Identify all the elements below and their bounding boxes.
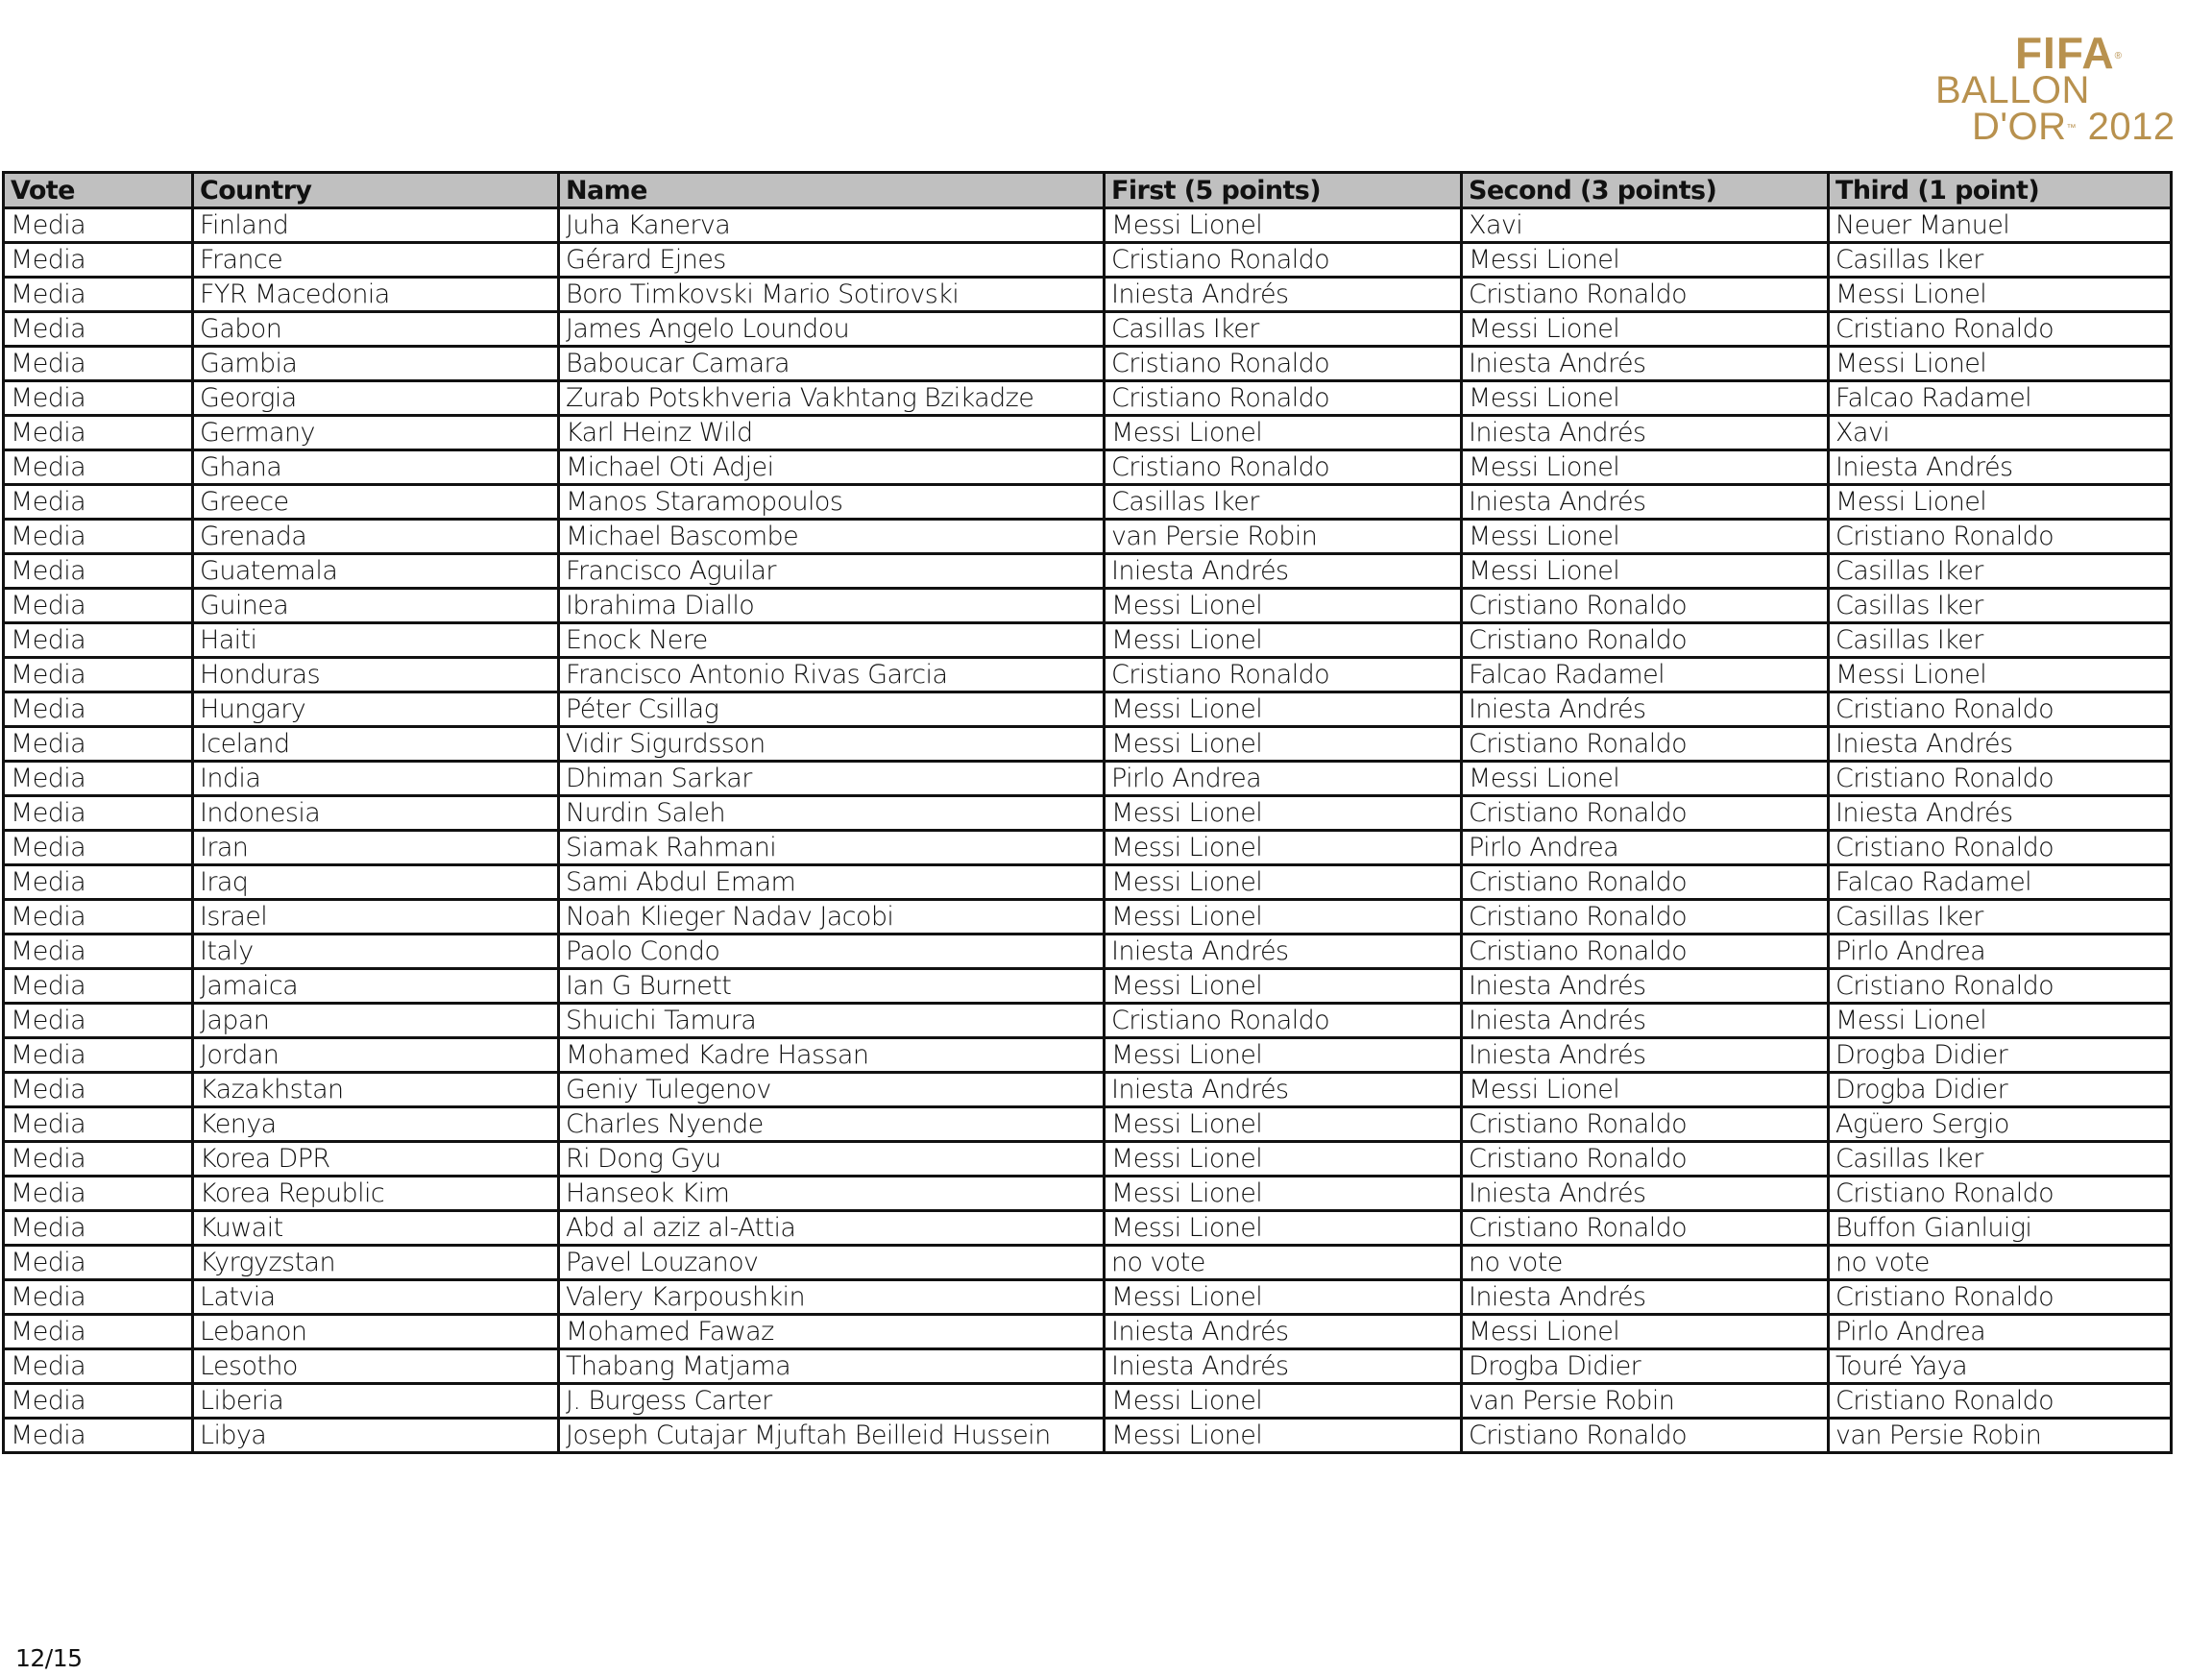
table-row: [4, 692, 2172, 727]
cell-second: Messi Lionel: [1462, 554, 1829, 589]
cell-name: Geniy Tulegenov: [559, 1073, 1105, 1107]
cell-name: Charles Nyende: [559, 1107, 1105, 1142]
cell-second: Iniesta Andrés: [1462, 1177, 1829, 1211]
cell-vote: Media: [4, 900, 193, 935]
cell-name: Ri Dong Gyu: [559, 1142, 1105, 1177]
cell-country: India: [193, 762, 559, 796]
cell-vote: Media: [4, 727, 193, 762]
cell-first: Messi Lionel: [1105, 589, 1462, 623]
cell-vote: Media: [4, 347, 193, 381]
cell-vote: Media: [4, 1419, 193, 1453]
cell-country: France: [193, 243, 559, 278]
table-row: [4, 623, 2172, 658]
cell-country: Italy: [193, 935, 559, 969]
cell-name: Michael Oti Adjei: [559, 450, 1105, 485]
cell-second: Iniesta Andrés: [1462, 416, 1829, 450]
cell-third: Agüero Sergio: [1829, 1107, 2172, 1142]
cell-third: Messi Lionel: [1829, 278, 2172, 312]
cell-first: Casillas Iker: [1105, 485, 1462, 520]
cell-name: Sami Abdul Emam: [559, 865, 1105, 900]
cell-third: Xavi: [1829, 416, 2172, 450]
table-row: [4, 1419, 2172, 1453]
cell-vote: Media: [4, 381, 193, 416]
cell-third: Falcao Radamel: [1829, 865, 2172, 900]
cell-second: Iniesta Andrés: [1462, 1280, 1829, 1315]
cell-third: Messi Lionel: [1829, 485, 2172, 520]
cell-vote: Media: [4, 692, 193, 727]
table-row: [4, 865, 2172, 900]
table-header-row: [4, 173, 2172, 208]
cell-country: Iceland: [193, 727, 559, 762]
cell-name: Ian G Burnett: [559, 969, 1105, 1004]
cell-second: Iniesta Andrés: [1462, 485, 1829, 520]
cell-second: Messi Lionel: [1462, 312, 1829, 347]
cell-third: Cristiano Ronaldo: [1829, 520, 2172, 554]
cell-vote: Media: [4, 312, 193, 347]
cell-third: Casillas Iker: [1829, 589, 2172, 623]
cell-name: Hanseok Kim: [559, 1177, 1105, 1211]
cell-second: Cristiano Ronaldo: [1462, 1211, 1829, 1246]
page-number: 12/15: [15, 1644, 83, 1672]
cell-name: J. Burgess Carter: [559, 1384, 1105, 1419]
cell-second: Messi Lionel: [1462, 243, 1829, 278]
cell-vote: Media: [4, 1073, 193, 1107]
table-body: [4, 208, 2172, 1453]
table-row: [4, 243, 2172, 278]
table-row: [4, 1142, 2172, 1177]
cell-first: Messi Lionel: [1105, 692, 1462, 727]
cell-third: Touré Yaya: [1829, 1349, 2172, 1384]
cell-third: Iniesta Andrés: [1829, 450, 2172, 485]
cell-name: Manos Staramopoulos: [559, 485, 1105, 520]
cell-name: Shuichi Tamura: [559, 1004, 1105, 1038]
cell-first: Iniesta Andrés: [1105, 1073, 1462, 1107]
cell-name: Valery Karpoushkin: [559, 1280, 1105, 1315]
cell-second: Messi Lionel: [1462, 450, 1829, 485]
cell-vote: Media: [4, 450, 193, 485]
cell-third: Cristiano Ronaldo: [1829, 312, 2172, 347]
logo-ballon-text: BALLON: [1935, 69, 2090, 111]
cell-name: Zurab Potskhveria Vakhtang Bzikadze: [559, 381, 1105, 416]
cell-country: Ghana: [193, 450, 559, 485]
cell-first: Messi Lionel: [1105, 1419, 1462, 1453]
table-row: [4, 1004, 2172, 1038]
cell-third: Falcao Radamel: [1829, 381, 2172, 416]
table-row: [4, 1384, 2172, 1419]
cell-first: Cristiano Ronaldo: [1105, 658, 1462, 692]
cell-name: Ibrahima Diallo: [559, 589, 1105, 623]
cell-vote: Media: [4, 658, 193, 692]
cell-country: Lesotho: [193, 1349, 559, 1384]
cell-second: Xavi: [1462, 208, 1829, 243]
cell-third: Cristiano Ronaldo: [1829, 692, 2172, 727]
cell-vote: Media: [4, 243, 193, 278]
cell-country: Latvia: [193, 1280, 559, 1315]
cell-third: Messi Lionel: [1829, 347, 2172, 381]
cell-vote: Media: [4, 831, 193, 865]
cell-vote: Media: [4, 1349, 193, 1384]
cell-second: Messi Lionel: [1462, 1315, 1829, 1349]
cell-second: Iniesta Andrés: [1462, 1038, 1829, 1073]
cell-first: Messi Lionel: [1105, 831, 1462, 865]
cell-third: Casillas Iker: [1829, 1142, 2172, 1177]
cell-name: Karl Heinz Wild: [559, 416, 1105, 450]
cell-third: Messi Lionel: [1829, 1004, 2172, 1038]
cell-vote: Media: [4, 1107, 193, 1142]
cell-third: Pirlo Andrea: [1829, 935, 2172, 969]
cell-name: Juha Kanerva: [559, 208, 1105, 243]
table-row: [4, 381, 2172, 416]
cell-country: Kyrgyzstan: [193, 1246, 559, 1280]
cell-name: Nurdin Saleh: [559, 796, 1105, 831]
cell-first: Iniesta Andrés: [1105, 935, 1462, 969]
votes-table: [2, 171, 2173, 1454]
cell-first: Iniesta Andrés: [1105, 1315, 1462, 1349]
cell-vote: Media: [4, 416, 193, 450]
table-row: [4, 1280, 2172, 1315]
table-row: [4, 796, 2172, 831]
cell-country: Israel: [193, 900, 559, 935]
table-row: [4, 416, 2172, 450]
cell-first: Messi Lionel: [1105, 1177, 1462, 1211]
cell-vote: Media: [4, 1384, 193, 1419]
cell-second: Iniesta Andrés: [1462, 347, 1829, 381]
cell-third: Pirlo Andrea: [1829, 1315, 2172, 1349]
cell-country: Guinea: [193, 589, 559, 623]
cell-name: Mohamed Fawaz: [559, 1315, 1105, 1349]
cell-first: Messi Lionel: [1105, 623, 1462, 658]
cell-second: Cristiano Ronaldo: [1462, 1107, 1829, 1142]
cell-country: Greece: [193, 485, 559, 520]
cell-first: Pirlo Andrea: [1105, 762, 1462, 796]
table-row: [4, 1073, 2172, 1107]
cell-third: Cristiano Ronaldo: [1829, 831, 2172, 865]
cell-country: Grenada: [193, 520, 559, 554]
cell-third: Iniesta Andrés: [1829, 796, 2172, 831]
cell-country: Kenya: [193, 1107, 559, 1142]
cell-country: Georgia: [193, 381, 559, 416]
cell-vote: Media: [4, 1177, 193, 1211]
cell-country: Indonesia: [193, 796, 559, 831]
cell-name: Francisco Antonio Rivas Garcia: [559, 658, 1105, 692]
cell-country: Japan: [193, 1004, 559, 1038]
cell-name: Noah Klieger Nadav Jacobi: [559, 900, 1105, 935]
cell-first: Messi Lionel: [1105, 1142, 1462, 1177]
cell-vote: Media: [4, 589, 193, 623]
table-row: [4, 1349, 2172, 1384]
cell-country: Liberia: [193, 1384, 559, 1419]
header-vote: Vote: [4, 173, 193, 208]
cell-country: Korea DPR: [193, 1142, 559, 1177]
cell-first: Cristiano Ronaldo: [1105, 243, 1462, 278]
cell-third: Casillas Iker: [1829, 900, 2172, 935]
cell-country: Iran: [193, 831, 559, 865]
cell-country: Haiti: [193, 623, 559, 658]
cell-second: Pirlo Andrea: [1462, 831, 1829, 865]
table-row: [4, 727, 2172, 762]
cell-second: van Persie Robin: [1462, 1384, 1829, 1419]
cell-third: Cristiano Ronaldo: [1829, 1384, 2172, 1419]
cell-third: Casillas Iker: [1829, 243, 2172, 278]
table-row: [4, 520, 2172, 554]
cell-country: Guatemala: [193, 554, 559, 589]
cell-first: Messi Lionel: [1105, 1280, 1462, 1315]
table-row: [4, 658, 2172, 692]
cell-name: Joseph Cutajar Mjuftah Beilleid Hussein: [559, 1419, 1105, 1453]
cell-second: Messi Lionel: [1462, 762, 1829, 796]
cell-vote: Media: [4, 1280, 193, 1315]
table-row: [4, 450, 2172, 485]
cell-first: Messi Lionel: [1105, 796, 1462, 831]
cell-second: Cristiano Ronaldo: [1462, 727, 1829, 762]
cell-country: FYR Macedonia: [193, 278, 559, 312]
cell-first: Messi Lionel: [1105, 1107, 1462, 1142]
cell-country: Germany: [193, 416, 559, 450]
cell-country: Gabon: [193, 312, 559, 347]
cell-name: Siamak Rahmani: [559, 831, 1105, 865]
cell-third: Buffon Gianluigi: [1829, 1211, 2172, 1246]
cell-name: Boro Timkovski Mario Sotirovski: [559, 278, 1105, 312]
cell-first: Cristiano Ronaldo: [1105, 347, 1462, 381]
cell-vote: Media: [4, 1315, 193, 1349]
table-row: [4, 278, 2172, 312]
cell-first: Casillas Iker: [1105, 312, 1462, 347]
cell-second: Cristiano Ronaldo: [1462, 935, 1829, 969]
cell-first: Messi Lionel: [1105, 865, 1462, 900]
cell-first: Messi Lionel: [1105, 1211, 1462, 1246]
cell-country: Lebanon: [193, 1315, 559, 1349]
cell-country: Iraq: [193, 865, 559, 900]
table-row: [4, 1177, 2172, 1211]
cell-vote: Media: [4, 935, 193, 969]
cell-second: Messi Lionel: [1462, 381, 1829, 416]
cell-name: Enock Nere: [559, 623, 1105, 658]
cell-third: Messi Lionel: [1829, 658, 2172, 692]
cell-second: Cristiano Ronaldo: [1462, 1419, 1829, 1453]
cell-name: Baboucar Camara: [559, 347, 1105, 381]
header-country: Country: [193, 173, 559, 208]
cell-first: no vote: [1105, 1246, 1462, 1280]
cell-second: Iniesta Andrés: [1462, 1004, 1829, 1038]
cell-first: van Persie Robin: [1105, 520, 1462, 554]
cell-country: Jamaica: [193, 969, 559, 1004]
cell-vote: Media: [4, 1142, 193, 1177]
cell-name: Mohamed Kadre Hassan: [559, 1038, 1105, 1073]
cell-third: Cristiano Ronaldo: [1829, 1177, 2172, 1211]
cell-third: Drogba Didier: [1829, 1073, 2172, 1107]
cell-first: Iniesta Andrés: [1105, 1349, 1462, 1384]
cell-third: Casillas Iker: [1829, 554, 2172, 589]
cell-first: Messi Lionel: [1105, 416, 1462, 450]
cell-country: Kazakhstan: [193, 1073, 559, 1107]
cell-first: Messi Lionel: [1105, 208, 1462, 243]
cell-vote: Media: [4, 1246, 193, 1280]
cell-second: Cristiano Ronaldo: [1462, 865, 1829, 900]
table-row: [4, 312, 2172, 347]
cell-name: Dhiman Sarkar: [559, 762, 1105, 796]
cell-second: Drogba Didier: [1462, 1349, 1829, 1384]
table-row: [4, 900, 2172, 935]
cell-second: Iniesta Andrés: [1462, 969, 1829, 1004]
cell-name: Thabang Matjama: [559, 1349, 1105, 1384]
cell-first: Iniesta Andrés: [1105, 554, 1462, 589]
cell-second: Cristiano Ronaldo: [1462, 900, 1829, 935]
table-row: [4, 1315, 2172, 1349]
table-row: [4, 1107, 2172, 1142]
logo-dor-year-text: D'OR™ 2012: [1972, 106, 2176, 148]
cell-first: Messi Lionel: [1105, 727, 1462, 762]
table-row: [4, 969, 2172, 1004]
cell-vote: Media: [4, 278, 193, 312]
cell-second: Cristiano Ronaldo: [1462, 589, 1829, 623]
table-row: [4, 935, 2172, 969]
cell-vote: Media: [4, 623, 193, 658]
table-row: [4, 1211, 2172, 1246]
cell-vote: Media: [4, 969, 193, 1004]
table-row: [4, 762, 2172, 796]
cell-name: Francisco Aguilar: [559, 554, 1105, 589]
cell-vote: Media: [4, 208, 193, 243]
cell-vote: Media: [4, 865, 193, 900]
table-row: [4, 589, 2172, 623]
cell-country: Jordan: [193, 1038, 559, 1073]
cell-third: Cristiano Ronaldo: [1829, 762, 2172, 796]
cell-vote: Media: [4, 1211, 193, 1246]
cell-first: Cristiano Ronaldo: [1105, 450, 1462, 485]
logo-fifa-text: FIFA®: [2014, 28, 2123, 78]
cell-name: Gérard Ejnes: [559, 243, 1105, 278]
cell-second: no vote: [1462, 1246, 1829, 1280]
table-row: [4, 554, 2172, 589]
cell-second: Messi Lionel: [1462, 1073, 1829, 1107]
cell-country: Kuwait: [193, 1211, 559, 1246]
cell-country: Libya: [193, 1419, 559, 1453]
cell-first: Messi Lionel: [1105, 900, 1462, 935]
table-row: [4, 1246, 2172, 1280]
cell-country: Gambia: [193, 347, 559, 381]
cell-second: Iniesta Andrés: [1462, 692, 1829, 727]
header-third: Third (1 point): [1829, 173, 2172, 208]
cell-third: Cristiano Ronaldo: [1829, 1280, 2172, 1315]
cell-country: Korea Republic: [193, 1177, 559, 1211]
cell-name: Paolo Condo: [559, 935, 1105, 969]
cell-vote: Media: [4, 762, 193, 796]
header-second: Second (3 points): [1462, 173, 1829, 208]
cell-vote: Media: [4, 1004, 193, 1038]
cell-first: Iniesta Andrés: [1105, 278, 1462, 312]
cell-name: James Angelo Loundou: [559, 312, 1105, 347]
cell-vote: Media: [4, 796, 193, 831]
cell-name: Vidir Sigurdsson: [559, 727, 1105, 762]
cell-second: Cristiano Ronaldo: [1462, 796, 1829, 831]
table-row: [4, 208, 2172, 243]
cell-name: Péter Csillag: [559, 692, 1105, 727]
cell-first: Messi Lionel: [1105, 1038, 1462, 1073]
cell-name: Michael Bascombe: [559, 520, 1105, 554]
cell-first: Messi Lionel: [1105, 1384, 1462, 1419]
cell-second: Falcao Radamel: [1462, 658, 1829, 692]
cell-first: Cristiano Ronaldo: [1105, 1004, 1462, 1038]
cell-first: Cristiano Ronaldo: [1105, 381, 1462, 416]
cell-third: Cristiano Ronaldo: [1829, 969, 2172, 1004]
header-name: Name: [559, 173, 1105, 208]
cell-vote: Media: [4, 554, 193, 589]
table-row: [4, 347, 2172, 381]
cell-second: Cristiano Ronaldo: [1462, 278, 1829, 312]
cell-country: Hungary: [193, 692, 559, 727]
cell-third: no vote: [1829, 1246, 2172, 1280]
table-row: [4, 1038, 2172, 1073]
cell-vote: Media: [4, 485, 193, 520]
header-first: First (5 points): [1105, 173, 1462, 208]
cell-country: Honduras: [193, 658, 559, 692]
cell-name: Abd al aziz al-Attia: [559, 1211, 1105, 1246]
cell-vote: Media: [4, 1038, 193, 1073]
table-row: [4, 831, 2172, 865]
cell-third: Iniesta Andrés: [1829, 727, 2172, 762]
cell-second: Messi Lionel: [1462, 520, 1829, 554]
cell-vote: Media: [4, 520, 193, 554]
table-row: [4, 485, 2172, 520]
cell-name: Pavel Louzanov: [559, 1246, 1105, 1280]
fifa-ballon-dor-logo: [1935, 28, 2209, 148]
cell-country: Finland: [193, 208, 559, 243]
cell-third: van Persie Robin: [1829, 1419, 2172, 1453]
cell-first: Messi Lionel: [1105, 969, 1462, 1004]
cell-second: Cristiano Ronaldo: [1462, 1142, 1829, 1177]
cell-third: Neuer Manuel: [1829, 208, 2172, 243]
cell-third: Drogba Didier: [1829, 1038, 2172, 1073]
cell-third: Casillas Iker: [1829, 623, 2172, 658]
cell-second: Cristiano Ronaldo: [1462, 623, 1829, 658]
